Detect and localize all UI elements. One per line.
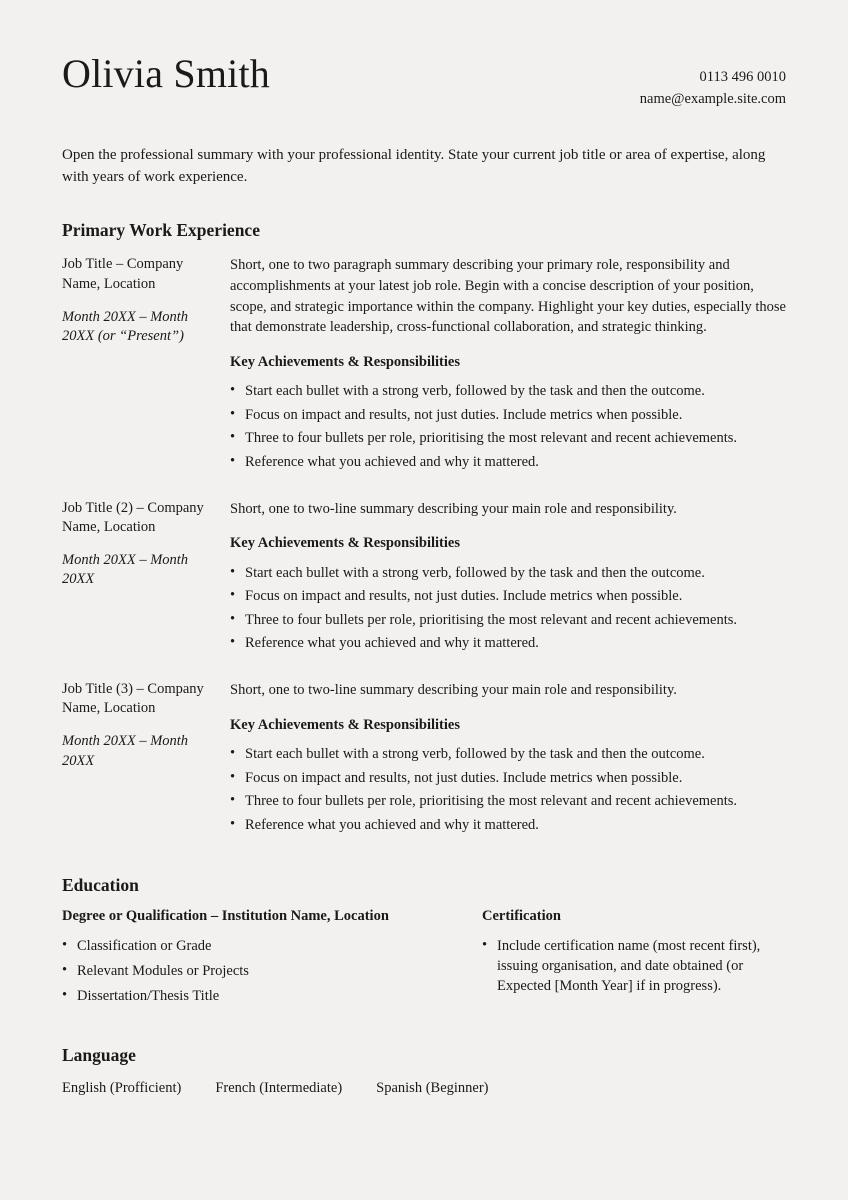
experience-entry bbox=[62, 680, 786, 839]
job-dates: Month 20XX – Month 20XX bbox=[62, 733, 189, 769]
job-subheading: Key Achievements & Responsibilities bbox=[230, 716, 460, 733]
list-item: • Reference what you achieved and why it mattered. bbox=[230, 634, 786, 654]
experience-meta bbox=[62, 499, 230, 658]
section-title-experience: Primary Work Experience bbox=[62, 220, 260, 241]
professional-summary: Open the professional summary with your professional identity. State your current job title or area of expertise, along with years of work experience. bbox=[62, 146, 766, 185]
list-item: • Start each bullet with a strong verb, followed by the task and then the outcome. bbox=[230, 564, 786, 584]
language-item: Spanish (Beginner) bbox=[376, 1080, 489, 1097]
list-item: • Focus on impact and results, not just duties. Include metrics when possible. bbox=[230, 587, 786, 607]
job-subheading: Key Achievements & Responsibilities bbox=[230, 353, 460, 370]
education-degree-bullets bbox=[62, 937, 456, 1006]
experience-meta bbox=[62, 255, 230, 476]
job-title: Job Title – Company Name, Location bbox=[62, 256, 184, 292]
education-certification-column bbox=[482, 908, 786, 1011]
list-item: • Include certification name (most recent first), issuing organisation, and date obtained (or Expected [Month Year] if in progress). bbox=[482, 937, 786, 996]
experience-entry bbox=[62, 499, 786, 658]
list-item: • Relevant Modules or Projects bbox=[62, 962, 456, 982]
list-item: • Start each bullet with a strong verb, followed by the task and then the outcome. bbox=[230, 745, 786, 765]
job-description: Short, one to two paragraph summary describing your primary role, responsibility and accomplishments at your latest job role. Begin with a concise description of your position, scope, and strategic importance within the company. Highlight your key duties, especially those that demonstrate leadership, cross-functional collaboration, and strategic thinking. bbox=[230, 257, 786, 336]
list-item: • Three to four bullets per role, prioritising the most relevant and recent achievements. bbox=[230, 792, 786, 812]
education-section bbox=[62, 908, 786, 1011]
contact-block bbox=[640, 52, 786, 111]
contact-email: name@example.site.com bbox=[639, 91, 786, 108]
language-list bbox=[62, 1080, 786, 1097]
experience-body bbox=[230, 255, 786, 476]
language-item: English (Profficient) bbox=[62, 1080, 182, 1097]
job-subheading: Key Achievements & Responsibilities bbox=[230, 535, 460, 552]
experience-body bbox=[230, 499, 786, 658]
education-degree-column bbox=[62, 908, 456, 1011]
list-item: • Three to four bullets per role, prioritising the most relevant and recent achievements. bbox=[230, 611, 786, 631]
section-title-education: Education bbox=[62, 875, 139, 896]
certification-bullets bbox=[482, 937, 786, 996]
list-item: • Dissertation/Thesis Title bbox=[62, 987, 456, 1007]
list-item: • Reference what you achieved and why it mattered. bbox=[230, 816, 786, 836]
job-title: Job Title (3) – Company Name, Location bbox=[62, 680, 204, 717]
job-dates: Month 20XX – Month 20XX bbox=[62, 551, 189, 588]
job-bullets bbox=[230, 382, 786, 472]
experience-meta bbox=[62, 680, 230, 839]
contact-phone: 0113 496 0010 bbox=[699, 69, 786, 85]
job-bullets bbox=[230, 564, 786, 654]
certification-heading: Certification bbox=[482, 908, 561, 925]
section-title-language: Language bbox=[62, 1045, 136, 1066]
list-item: • Focus on impact and results, not just duties. Include metrics when possible. bbox=[230, 406, 786, 426]
job-description: Short, one to two-line summary describing your main role and responsibility. bbox=[230, 500, 677, 517]
list-item: • Focus on impact and results, not just duties. Include metrics when possible. bbox=[230, 769, 786, 789]
job-bullets bbox=[230, 745, 786, 835]
language-item: French (Intermediate) bbox=[215, 1080, 343, 1097]
job-title: Job Title (2) – Company Name, Location bbox=[62, 499, 204, 535]
page-title: Olivia Smith bbox=[62, 51, 270, 96]
list-item: • Reference what you achieved and why it mattered. bbox=[230, 453, 786, 473]
resume-header bbox=[62, 52, 786, 111]
education-degree-heading: Degree or Qualification – Institution Name, Location bbox=[62, 908, 389, 925]
job-description: Short, one to two-line summary describing your main role and responsibility. bbox=[230, 681, 677, 698]
list-item: • Three to four bullets per role, prioritising the most relevant and recent achievements. bbox=[230, 429, 786, 449]
experience-entry bbox=[62, 255, 786, 476]
job-dates: Month 20XX – Month 20XX (or “Present”) bbox=[62, 308, 189, 345]
list-item: • Classification or Grade bbox=[62, 937, 456, 957]
experience-body bbox=[230, 680, 786, 839]
list-item: • Start each bullet with a strong verb, followed by the task and then the outcome. bbox=[230, 382, 786, 402]
